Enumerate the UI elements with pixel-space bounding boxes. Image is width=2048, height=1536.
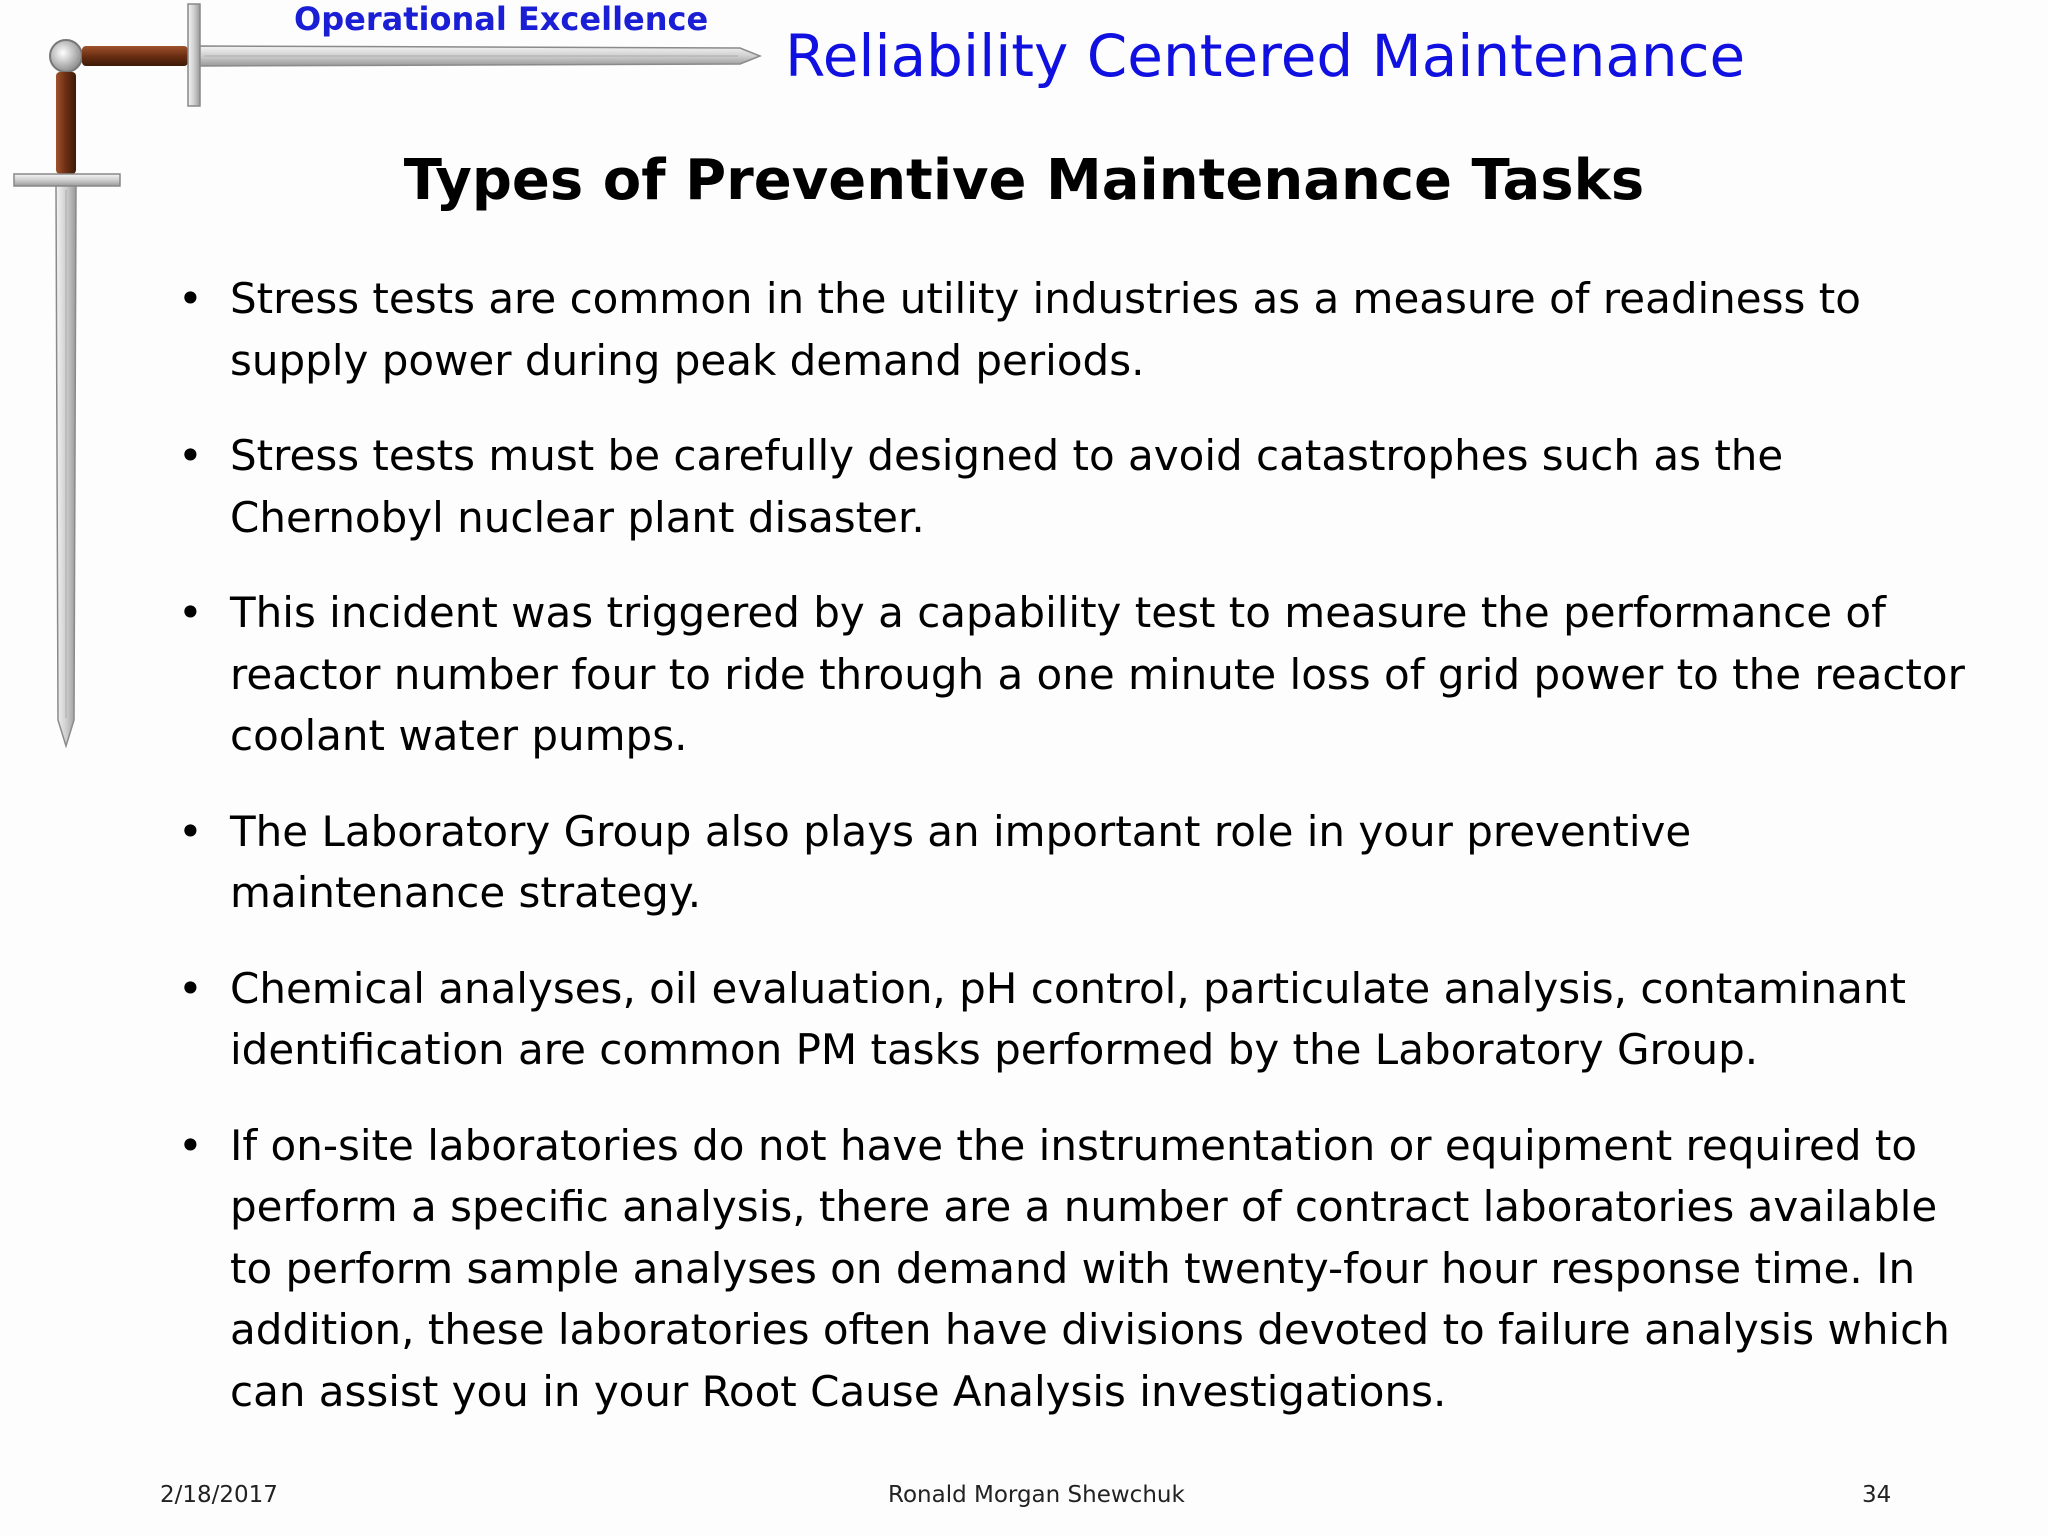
bullet-item — [178, 1115, 1978, 1423]
bullet-marker: • — [178, 806, 203, 856]
bullet-text: Stress tests are common in the utility industries as a measure of readiness to supply power during peak demand periods. — [230, 274, 1861, 385]
bullet-marker: • — [178, 588, 203, 637]
bullet-item — [178, 268, 1978, 391]
bullet-text: If on-site laboratories do not have the instrumentation or equipment required to perform a specific analysis, there are a number of contract laboratories available to perform sample analyses on demand with twenty-four hour response time. In addition, these laboratories often have divisions devoted to failure analysis which can assist you in your Root Cause Analysis investigations. — [230, 1120, 1950, 1416]
bullet-text: Stress tests must be carefully designed to avoid catastrophes such as the Chernobyl nuclear plant disaster. — [230, 431, 1784, 542]
bullet-text: Chemical analyses, oil evaluation, pH control, particulate analysis, contaminant identification are common PM tasks performed by the Laboratory Group. — [230, 963, 1906, 1074]
footer-date: 2/18/2017 — [160, 1482, 278, 1508]
header-title: Reliability Centered Maintenance — [785, 22, 1746, 90]
bullet-item — [178, 582, 1978, 767]
bullet-marker: • — [178, 1120, 203, 1170]
bullet-text: This incident was triggered by a capability test to measure the performance of reactor number four to ride through a one minute loss of grid power to the reactor coolant water pumps. — [230, 588, 1965, 760]
bullet-text: The Laboratory Group also plays an important role in your preventive maintenance strategy. — [230, 806, 1692, 917]
bullet-marker: • — [178, 963, 203, 1013]
footer-author: Ronald Morgan Shewchuk — [888, 1482, 1185, 1508]
bullet-marker: • — [178, 431, 203, 480]
slide-title: Types of Preventive Maintenance Tasks — [403, 148, 1645, 213]
bullet-marker: • — [178, 274, 203, 323]
bullet-item — [178, 958, 1978, 1081]
footer-page-number: 34 — [1862, 1482, 1892, 1508]
bullet-list — [178, 268, 1978, 1456]
bullet-item — [178, 801, 1978, 924]
brand-label: Operational Excellence — [294, 0, 709, 38]
bullet-item — [178, 425, 1978, 548]
